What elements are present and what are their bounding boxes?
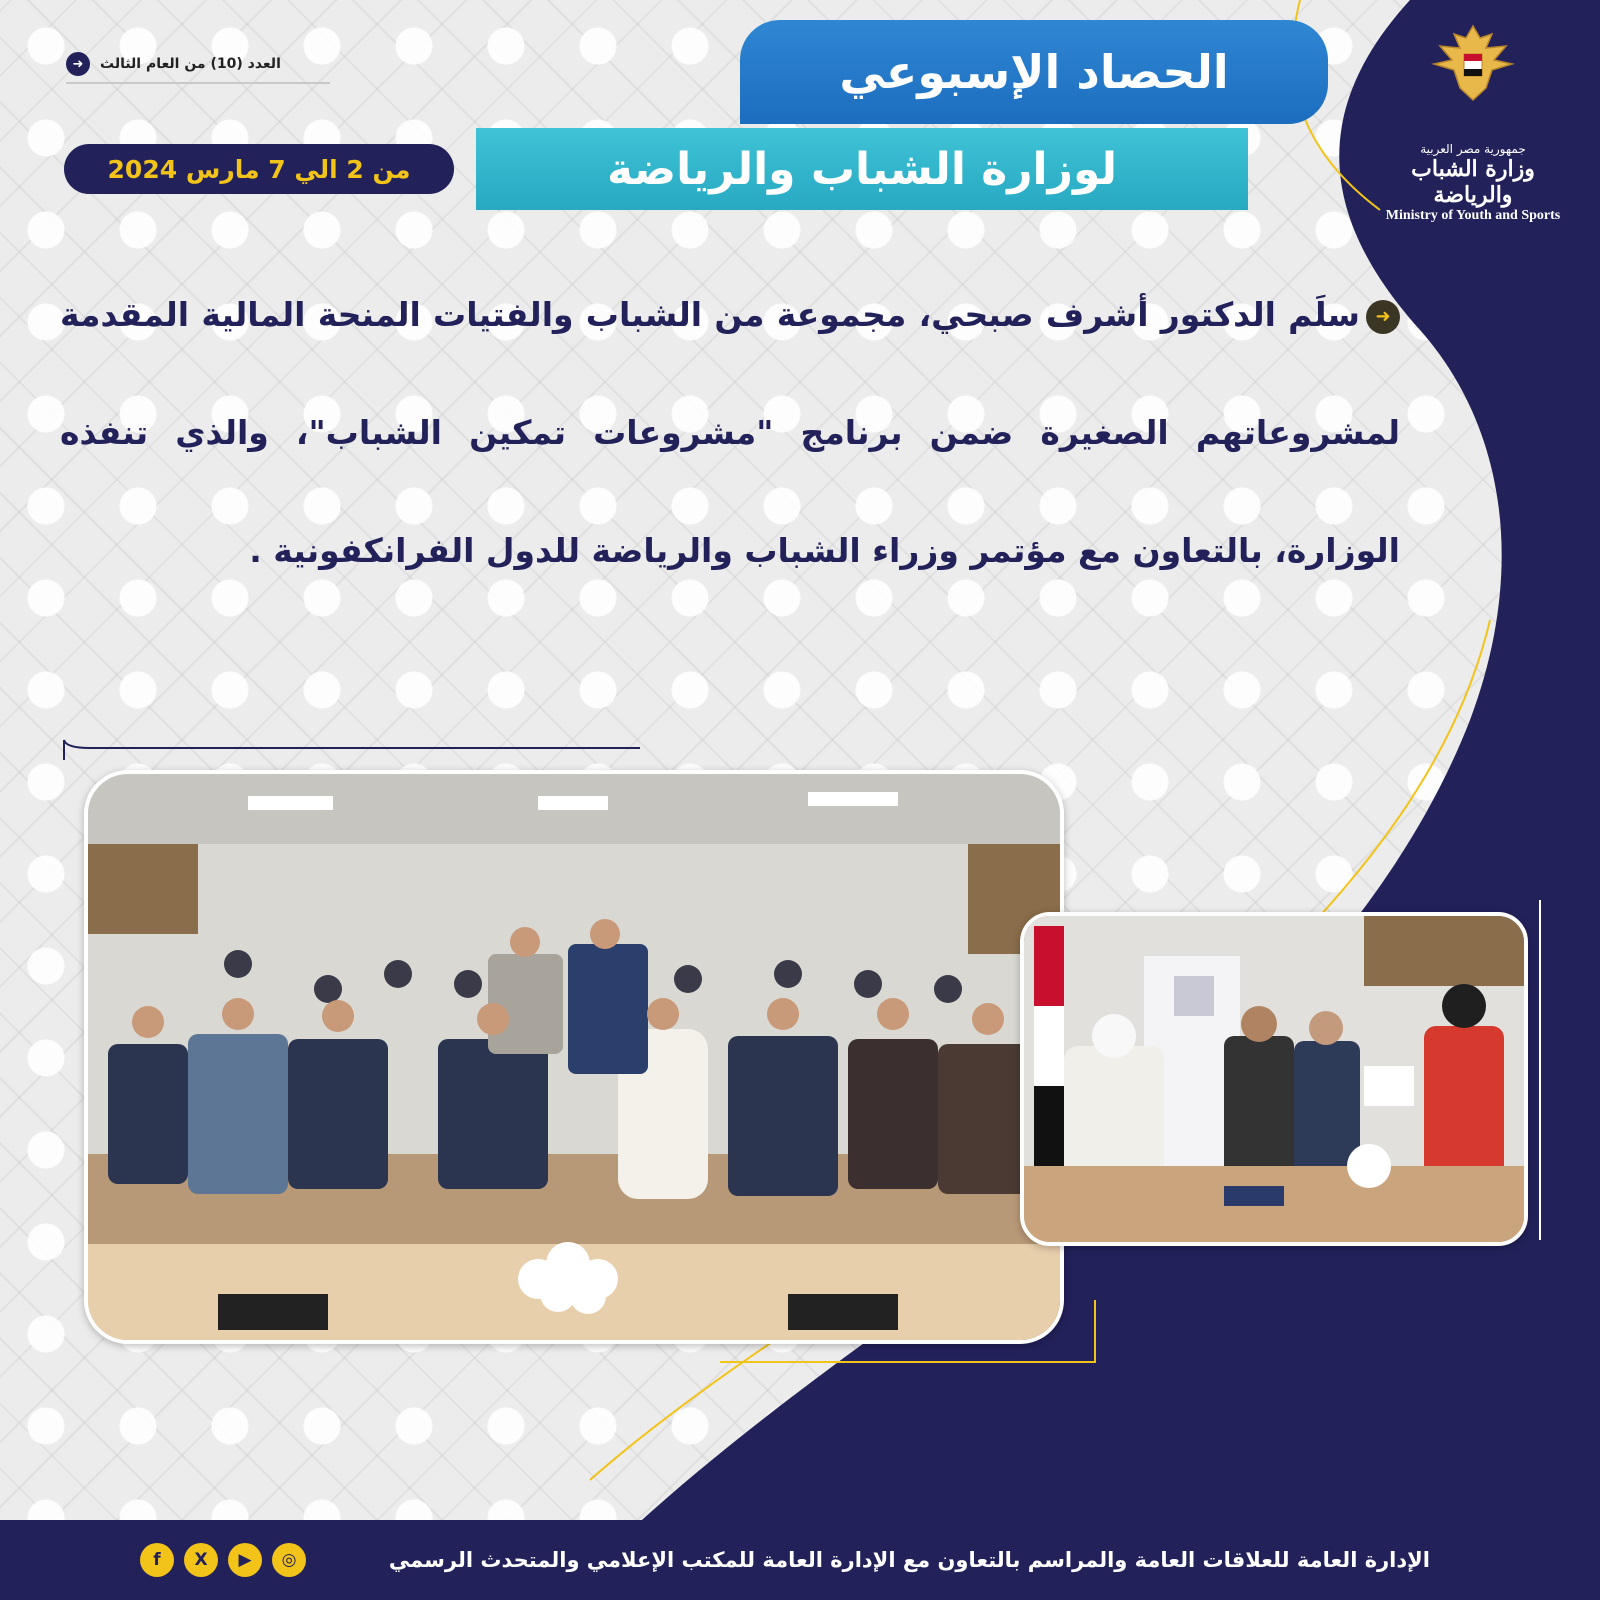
logo-arabic-country: جمهورية مصر العربية [1420,142,1526,156]
event-photo-audience [84,770,1064,1344]
page-title: الحصاد الإسبوعي [839,45,1229,99]
event-photo-certificate [1020,912,1528,1246]
issue-text: العدد (10) من العام الثالث [100,56,281,72]
certificate-photo-illustration [1024,916,1524,1242]
logo-english-ministry: Ministry of Youth and Sports [1385,208,1561,223]
ministry-logo [1368,18,1578,224]
x-icon[interactable]: X [184,1543,218,1577]
news-text: سلَم الدكتور أشرف صبحي، مجموعة من الشباب والفتيات المنحة المالية المقدمة لمشروعاتهم الصغيرة ضمن برنامج "مشروعات تمكين الشباب"، والذي تنفذه الوزارة، بالتعاون مع مؤتمر وزراء الشباب والرياضة للدول الفرانكفونية . [60,295,1400,570]
footer-bar [0,1520,1600,1600]
title-banner-ministry [476,128,1248,210]
date-range-text: من 2 الي 7 مارس 2024 [107,154,411,184]
arrow-left-icon: ➜ [1366,300,1400,334]
facebook-icon[interactable]: f [140,1543,174,1577]
issue-label [66,52,330,84]
instagram-icon[interactable]: ◎ [272,1543,306,1577]
social-links [140,1543,306,1577]
eagle-emblem-icon [1428,18,1518,108]
logo-arabic-ministry: وزارة الشباب والرياضة [1411,156,1535,208]
audience-photo-illustration [88,774,1060,1340]
title-banner-weekly [740,20,1328,124]
arrow-circle-icon: ➜ [66,52,90,76]
news-paragraph [60,256,1400,610]
page-subtitle: لوزارة الشباب والرياضة [606,143,1118,195]
date-range-badge [64,144,454,194]
youtube-icon[interactable]: ▶ [228,1543,262,1577]
footer-text: الإدارة العامة للعلاقات العامة والمراسم بالتعاون مع الإدارة العامة للمكتب الإعلامي والمتحدث الرسمي [388,1548,1430,1572]
